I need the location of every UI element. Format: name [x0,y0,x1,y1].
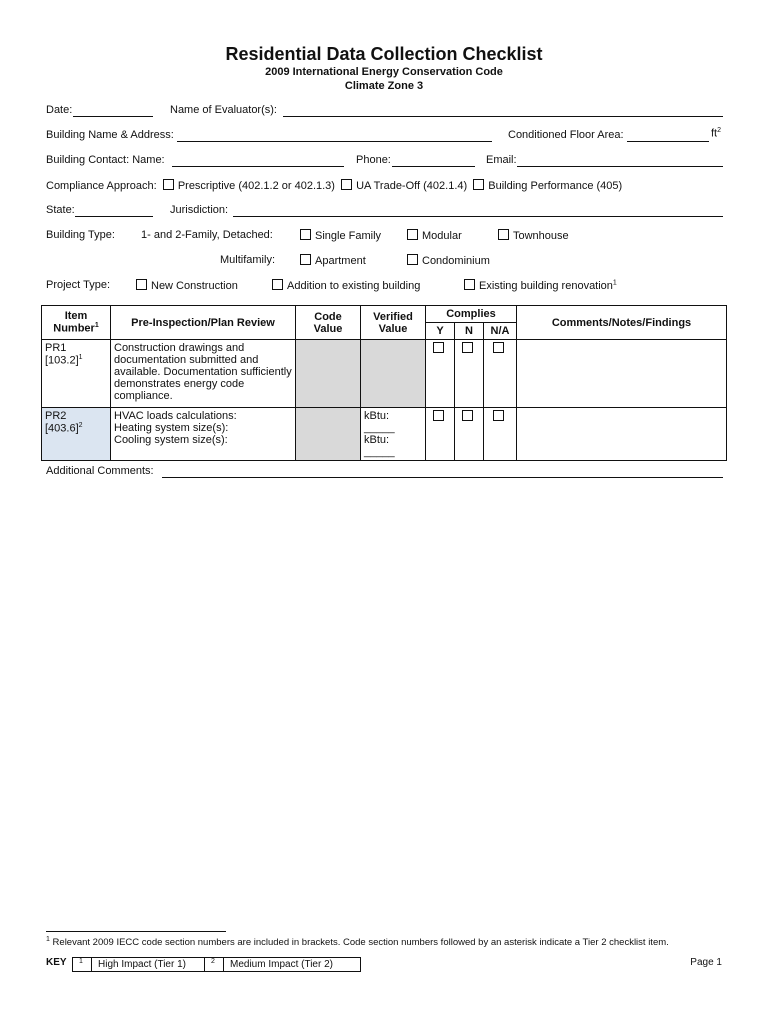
state-field[interactable] [75,204,153,217]
n-header: N [455,323,484,340]
prescriptive-label: Prescriptive (402.1.2 or 402.1.3) [177,180,335,192]
code-value-cell [296,340,361,408]
n-cell [455,340,484,408]
n-checkbox[interactable] [462,342,473,353]
date-label: Date: [46,104,73,116]
building-type-label: Building Type: [46,229,115,241]
email-field[interactable] [517,154,723,167]
key-tier2-num: 2 [205,958,224,972]
building-performance-label: Building Performance (405) [488,180,623,192]
page-title: Residential Data Collection Checklist [225,44,543,64]
detached-label: 1- and 2-Family, Detached: [141,229,273,241]
climate-zone-subtitle: Climate Zone 3 [344,80,424,92]
y-cell [426,340,455,408]
review-cell: HVAC loads calculations: Heating system size(s): Cooling system size(s): [111,408,296,461]
y-checkbox[interactable] [433,342,444,353]
complies-header: Complies [426,306,517,323]
key-tier1-label: High Impact (Tier 1) [92,958,205,972]
apartment-checkbox[interactable] [300,254,311,265]
additional-comments-field[interactable] [162,465,723,478]
date-field[interactable] [73,104,153,117]
ua-tradeoff-checkbox[interactable] [341,179,352,190]
review-cell: Construction drawings and documentation submitted and available. Documentation sufficiently demonstrates energy code compliance. [111,340,296,408]
phone-label: Phone: [356,154,391,166]
ua-tradeoff-label: UA Trade-Off (402.1.4) [356,180,468,192]
y-header: Y [426,323,455,340]
floor-area-field[interactable] [627,129,709,142]
single-family-option: Single Family [300,229,381,245]
addition-checkbox[interactable] [272,279,283,290]
y-cell [426,408,455,461]
key-tier2-label: Medium Impact (Tier 2) [224,958,361,972]
renovation-checkbox[interactable] [464,279,475,290]
jurisdiction-label: Jurisdiction: [170,204,229,216]
renovation-option: Existing building renovation$^1$ [464,279,617,295]
townhouse-checkbox[interactable] [498,229,509,240]
code-value-header: Code Value [296,306,361,340]
verified-value-cell[interactable]: kBtu: _____ kBtu: _____ [361,408,426,461]
modular-checkbox[interactable] [407,229,418,240]
phone-field[interactable] [392,154,475,167]
prescriptive-checkbox[interactable] [163,179,174,190]
n-cell [455,408,484,461]
comments-cell[interactable] [517,340,727,408]
code-subtitle: 2009 International Energy Conservation Code [265,66,503,78]
na-cell [484,408,517,461]
condominium-checkbox[interactable] [407,254,418,265]
checklist-table [41,305,727,461]
single-family-checkbox[interactable] [300,229,311,240]
review-header: Pre-Inspection/Plan Review [111,306,296,340]
building-name-label: Building Name & Address: [46,129,174,141]
y-checkbox[interactable] [433,410,444,421]
na-checkbox[interactable] [493,410,504,421]
table-row [42,408,727,461]
email-label: Email: [486,154,517,166]
date-row [46,104,72,120]
new-construction-checkbox[interactable] [136,279,147,290]
verified-value-cell[interactable] [361,340,426,408]
floor-area-unit: $ft^2$ [711,127,722,140]
key-tier1-num: 1 [73,958,92,972]
additional-comments-label: Additional Comments: [46,465,154,477]
page-number: Page 1 [690,957,722,968]
verified-value-header: Verified Value [361,306,426,340]
footnote: $^1$ Relevant 2009 IECC code section numbers are included in brackets. Code section numbers followed by an asterisk indicate a Tier 2 checklist item. [46,936,669,949]
floor-area-label: Conditioned Floor Area: [508,129,624,141]
evaluator-field[interactable] [283,104,723,117]
compliance-row [46,179,622,195]
new-construction-option: New Construction [136,279,238,295]
key-label: KEY [46,957,67,968]
contact-label: Building Contact: Name: [46,154,165,166]
building-performance-checkbox[interactable] [473,179,484,190]
building-name-field[interactable] [177,129,492,142]
addition-option: Addition to existing building [272,279,420,295]
key-table [72,957,361,972]
modular-option: Modular [407,229,462,245]
item-cell: PR2 $[403.6]^2$ [42,408,111,461]
na-cell [484,340,517,408]
na-checkbox[interactable] [493,342,504,353]
compliance-label: Compliance Approach: [46,180,157,192]
jurisdiction-field[interactable] [233,204,723,217]
townhouse-option: Townhouse [498,229,569,245]
item-number-header: Item Number$^1$ [42,306,111,340]
state-label: State: [46,204,75,216]
condominium-option: Condominium [407,254,490,270]
code-value-cell [296,408,361,461]
contact-name-field[interactable] [172,154,344,167]
table-row [42,340,727,408]
evaluator-label: Name of Evaluator(s): [170,104,277,116]
footnote-divider [46,931,226,932]
multifamily-label: Multifamily: [220,254,276,266]
item-cell: PR1 $[103.2]^1$ [42,340,111,408]
comments-cell[interactable] [517,408,727,461]
n-checkbox[interactable] [462,410,473,421]
project-type-label: Project Type: [46,279,110,291]
apartment-option: Apartment [300,254,366,270]
comments-header: Comments/Notes/Findings [517,306,727,340]
na-header: N/A [484,323,517,340]
